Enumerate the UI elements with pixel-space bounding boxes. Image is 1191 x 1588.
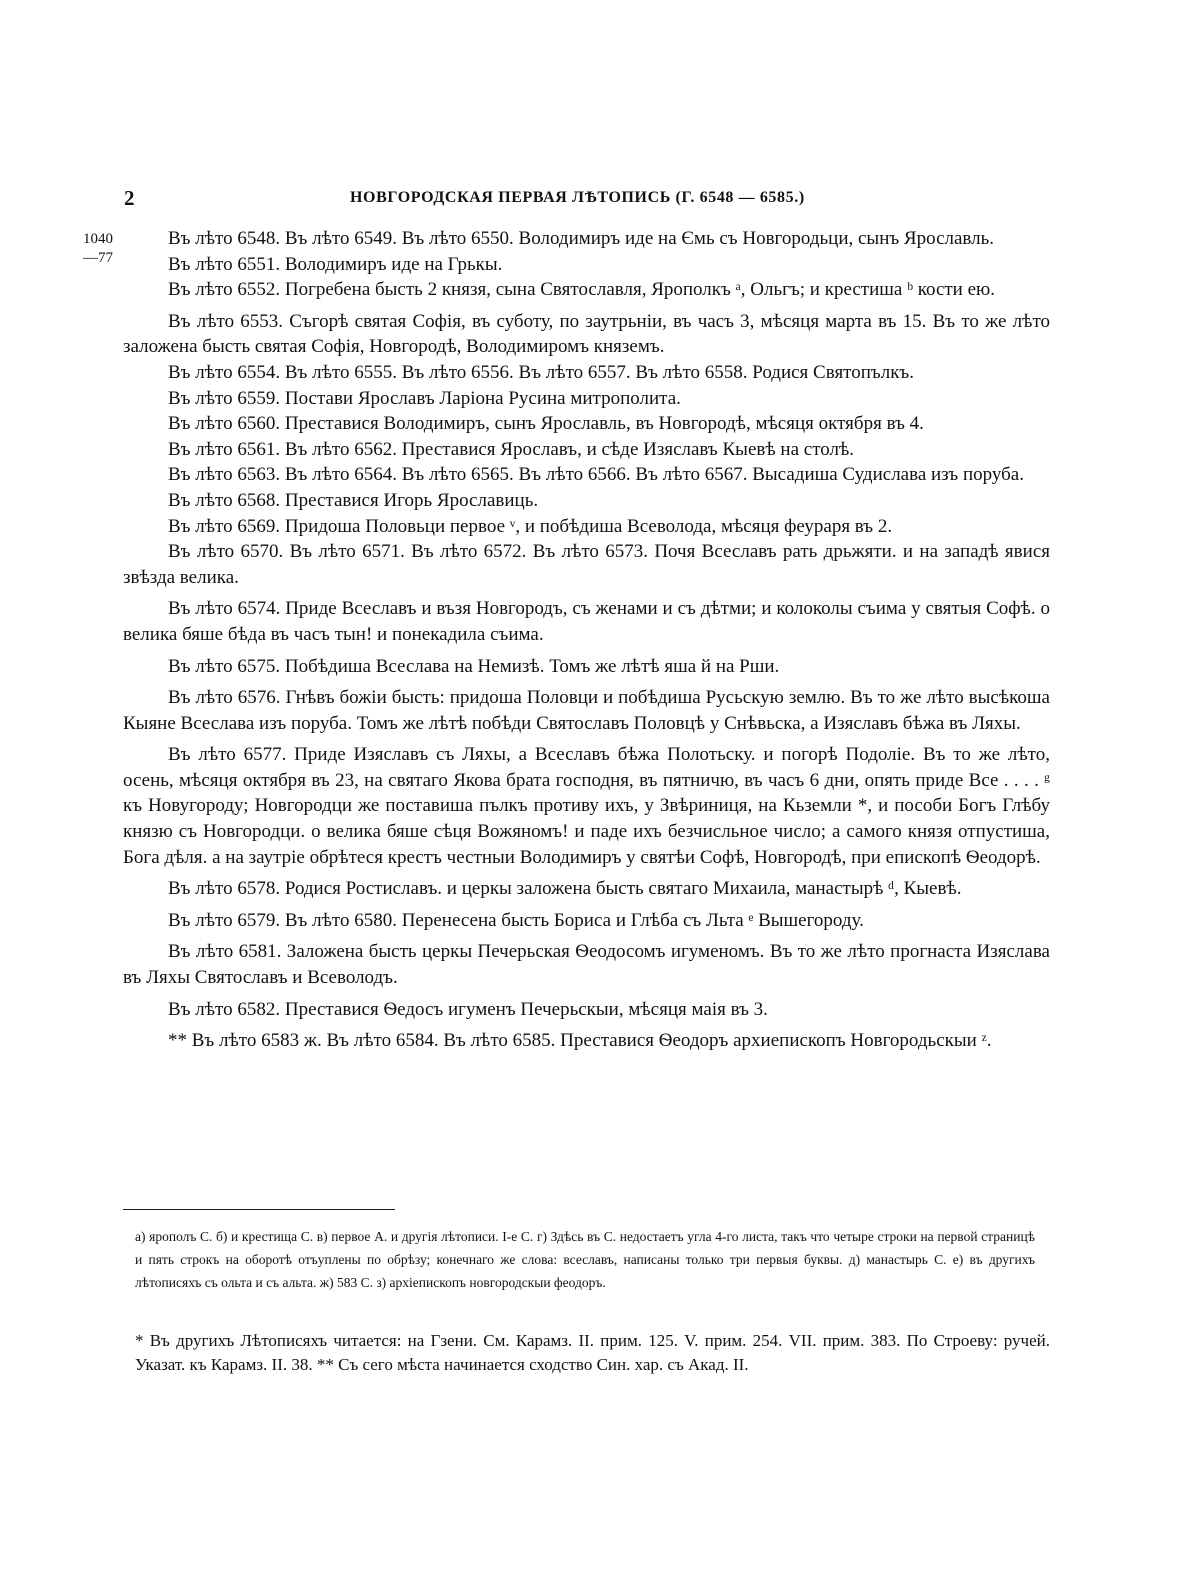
entry-6551: Въ лѣто 6551. Володимиръ иде на Грькы. xyxy=(168,253,503,275)
variant-readings-text: а) ярополъ С. б) и крестища С. в) первое А. и другія лѣтописи. I-е С. г) Здѣсь въ С. недостаетъ угла 4-го листа, такъ что четыре строки на первой страницѣ и пять строкъ на оборотѣ отъуплены по обрѣзу; конечнаго же слова: всеславъ, написаны только три первыя буквы. д) манастырь С. е) въ другихъ лѣтописяхъ съ ольта и съ альта. ж) 583 С. з) архіепископъ новгородскыи феодоръ. xyxy=(135,1229,1035,1290)
entry-6574: Въ лѣто 6574. Приде Всеславъ и възя Новгородъ, съ женами и съ дѣтми; и колоколы съима у святыя Софѣ. о велика бяше бѣда въ часъ тын! и понекадила съима. xyxy=(123,598,1050,645)
editorial-notes xyxy=(135,1329,1050,1377)
entry-6575: Въ лѣто 6575. Побѣдиша Всеслава на Немизѣ. Томъ же лѣтѣ яша й на Рши. xyxy=(168,655,780,677)
margin-year-end: —77 xyxy=(83,250,113,266)
editorial-notes-text: * Въ другихъ Лѣтописяхъ читается: на Гзени. См. Карамз. II. прим. 125. V. прим. 254. VII. прим. 383. По Строеву: ручей. Указат. къ Карамз. II. 38. ** Съ сего мѣста начинается сходство Син. хар. съ Акад. II. xyxy=(135,1331,1050,1374)
entry-6570: Въ лѣто 6570. Въ лѣто 6571. Въ лѣто 6572. Въ лѣто 6573. Почя Всеславъ рать дрьжяти. и на западѣ явися звѣзда велика. xyxy=(123,541,1050,588)
entry-6552: Въ лѣто 6552. Погребена бысть 2 князя, сына Святославля, Ярополкъ ᵃ, Ольгъ; и крестиша ᵇ кости ею. xyxy=(168,279,995,301)
entry-6579: Въ лѣто 6579. Въ лѣто 6580. Перенесена бысть Бориса и Глѣба съ Льта ᵉ Вышегороду. xyxy=(168,909,864,931)
entry-6581: Въ лѣто 6581. Заложена бысть церкы Печерьская Ѳеодосомъ игуменомъ. Въ то же лѣто прогнаста Изяслава въ Ляхы Святославъ и Всеволодъ. xyxy=(123,941,1050,989)
entry-6583: ** Въ лѣто 6583 ж. Въ лѣто 6584. Въ лѣто 6585. Преставися Ѳеодоръ архиепископъ Новгородьскыи ᶻ. xyxy=(168,1030,992,1052)
entry-6568: Въ лѣто 6568. Преставися Игорь Ярославиць. xyxy=(168,489,539,511)
entry-6553: Въ лѣто 6553. Съгорѣ святая Софія, въ суботу, по заутрьніи, въ часъ 3, мѣсяця марта въ 15. Въ то же лѣто заложена бысть святая Софія, Новгородѣ, Володимиромъ княземъ. xyxy=(123,310,1050,358)
entry-6561: Въ лѣто 6561. Въ лѣто 6562. Преставися Ярославъ, и сѣде Изяславъ Кыевѣ на столѣ. xyxy=(168,438,855,460)
entry-6559: Въ лѣто 6559. Постави Ярославъ Ларіона Русина митрополита. xyxy=(168,387,681,409)
entry-6576: Въ лѣто 6576. Гнѣвъ божіи бысть: придоша Половци и побѣдиша Русьскую землю. Въ то же лѣто высѣкоша Кыяне Всеслава изъ поруба. Томъ же лѣтѣ побѣди Святославъ Половцѣ у Снѣвьска, а Изяславъ бѣжа въ Ляхы. xyxy=(123,687,1050,734)
entry-6563: Въ лѣто 6563. Въ лѣто 6564. Въ лѣто 6565. Въ лѣто 6566. Въ лѣто 6567. Высадиша Судислава изъ поруба. xyxy=(168,464,1024,486)
entry-6582: Въ лѣто 6582. Преставися Ѳедосъ игуменъ Печерьскыи, мѣсяця маія въ 3. xyxy=(168,998,768,1020)
footnote-divider xyxy=(123,1209,395,1210)
entry-6578: Въ лѣто 6578. Родися Ростиславъ. и церкы заложена бысть святаго Михаила, манастырѣ ᵈ, Кыевѣ. xyxy=(168,878,962,900)
entry-6548: Въ лѣто 6548. Въ лѣто 6549. Въ лѣто 6550. Володимиръ иде на Ємь съ Новгородьци, сынъ Ярославль. xyxy=(168,228,995,249)
entry-6569: Въ лѣто 6569. Придоша Половьци первое ᵛ, и побѣдиша Всеволода, мѣсяця феураря въ 2. xyxy=(168,515,893,537)
entry-6577: Въ лѣто 6577. Приде Изяславъ съ Ляхы, а Всеславъ бѣжа Полотьску. и погорѣ Подоліе. Въ то же лѣто, осень, мѣсяця октября въ 23, на святаго Якова брата господня, въ пятничю, въ часъ 6 дни, опять приде Все . . . . ᵍ къ Новугороду; Новгородци же поставиша пълкъ противу ихъ, у Звѣриниця, на Кьземли *, и пособи Богъ Глѣбу князю съ Новгородци. о велика бяше сѣця Вожяномъ! и паде ихъ безчисльное число; а самого князя отпустиша, Бога дѣля. а на заутріе обрѣтеся крестъ честныи Володимиръ у святѣи Софѣ, Новгородѣ, при епископѣ Ѳеодорѣ. xyxy=(123,744,1050,868)
running-title: НОВГОРОДСКАЯ ПЕРВАЯ ЛѢТОПИСЬ (Г. 6548 — 6585.) xyxy=(350,189,805,206)
page-number: 2 xyxy=(124,186,135,210)
margin-year-start: 1040 xyxy=(83,231,113,247)
entry-6554: Въ лѣто 6554. Въ лѣто 6555. Въ лѣто 6556. Въ лѣто 6557. Въ лѣто 6558. Родися Святопълкъ. xyxy=(168,361,915,383)
margin-year-range xyxy=(83,230,113,268)
chronicle-text xyxy=(123,226,1050,1060)
entry-6560: Въ лѣто 6560. Преставися Володимиръ, сынъ Ярославль, въ Новгородѣ, мѣсяця октября въ 4. xyxy=(168,413,924,435)
variant-readings xyxy=(135,1225,1035,1294)
